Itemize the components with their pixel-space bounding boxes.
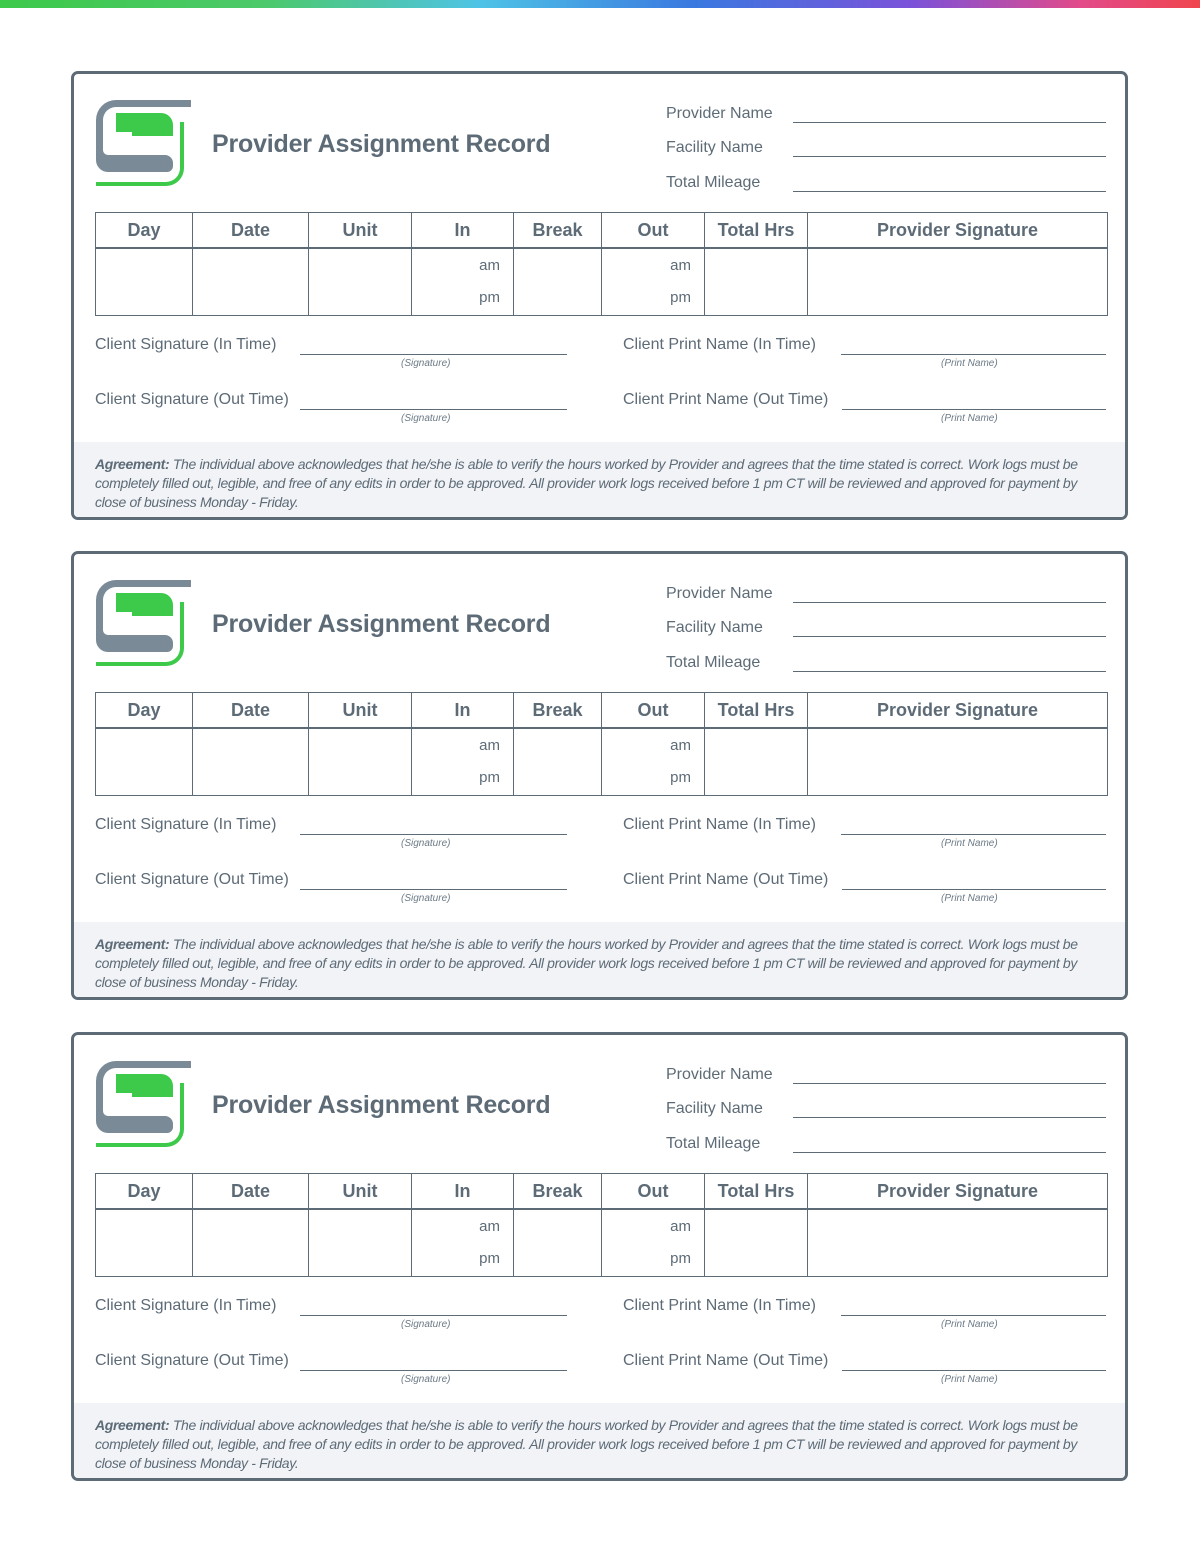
agreement-label: Agreement: xyxy=(95,936,170,952)
work-log-table xyxy=(95,212,1108,316)
print-name-caption: (Print Name) xyxy=(941,358,998,369)
out-cell[interactable] xyxy=(602,248,705,316)
in-cell[interactable] xyxy=(412,1209,514,1277)
column-header-day: Day xyxy=(96,213,193,249)
company-logo-icon xyxy=(94,1053,192,1151)
total-mileage-line[interactable] xyxy=(793,671,1106,672)
unit-cell[interactable] xyxy=(309,728,412,796)
out-pm-label: pm xyxy=(670,1250,691,1267)
agreement-label: Agreement: xyxy=(95,1417,170,1433)
day-cell[interactable] xyxy=(96,248,193,316)
client-signature-out-label: Client Signature (Out Time) xyxy=(95,391,289,408)
break-cell[interactable] xyxy=(514,1209,602,1277)
total-mileage-label: Total Mileage xyxy=(666,174,761,191)
signature-caption: (Signature) xyxy=(401,1319,451,1330)
facility-name-line[interactable] xyxy=(793,636,1106,637)
table-row xyxy=(96,728,1108,796)
total-mileage-field[interactable] xyxy=(666,1135,1106,1157)
unit-cell[interactable] xyxy=(309,248,412,316)
client-print-out-label: Client Print Name (Out Time) xyxy=(623,871,829,888)
agreement-box xyxy=(74,1403,1125,1478)
work-log-table xyxy=(95,1173,1108,1277)
facility-name-field[interactable] xyxy=(666,1100,1106,1122)
table-header-row xyxy=(96,213,1108,249)
facility-name-line[interactable] xyxy=(793,1117,1106,1118)
client-print-in-field[interactable] xyxy=(623,1297,1106,1329)
in-cell[interactable] xyxy=(412,728,514,796)
column-header-total-hrs: Total Hrs xyxy=(705,213,808,249)
provider-name-field[interactable] xyxy=(666,105,1106,127)
column-header-provider-signature: Provider Signature xyxy=(808,1174,1108,1210)
out-pm-label: pm xyxy=(670,289,691,306)
print-name-caption: (Print Name) xyxy=(941,838,998,849)
assignment-record-card xyxy=(71,1032,1128,1481)
total-mileage-line[interactable] xyxy=(793,1152,1106,1153)
break-cell[interactable] xyxy=(514,728,602,796)
break-cell[interactable] xyxy=(514,248,602,316)
date-cell[interactable] xyxy=(193,248,309,316)
client-signature-in-line[interactable] xyxy=(300,834,567,835)
column-header-date: Date xyxy=(193,213,309,249)
client-print-out-line[interactable] xyxy=(842,889,1106,890)
column-header-date: Date xyxy=(193,693,309,729)
agreement-text: The individual above acknowledges that he/she is able to verify the hours worked by Provider and agrees that the time stated is correct. Work logs must be completely filled out, legible, and free of any edits in order to be approved. All provider work logs received before 1 pm CT will be reviewed and approved for payment by close of business Monday - Friday. xyxy=(95,456,1078,510)
column-header-in: In xyxy=(412,1174,514,1210)
client-print-in-line[interactable] xyxy=(841,1315,1106,1316)
agreement-text: The individual above acknowledges that he/she is able to verify the hours worked by Provider and agrees that the time stated is correct. Work logs must be completely filled out, legible, and free of any edits in order to be approved. All provider work logs received before 1 pm CT will be reviewed and approved for payment by close of business Monday - Friday. xyxy=(95,936,1078,990)
client-print-out-field[interactable] xyxy=(623,1352,1106,1384)
date-cell[interactable] xyxy=(193,1209,309,1277)
assignment-record-card xyxy=(71,71,1128,520)
in-pm-label: pm xyxy=(479,769,500,786)
facility-name-label: Facility Name xyxy=(666,139,763,156)
client-signature-in-line[interactable] xyxy=(300,354,567,355)
client-signature-in-field[interactable] xyxy=(95,1297,567,1329)
provider-name-label: Provider Name xyxy=(666,585,773,602)
in-pm-label: pm xyxy=(479,1250,500,1267)
client-print-out-label: Client Print Name (Out Time) xyxy=(623,391,829,408)
in-pm-label: pm xyxy=(479,289,500,306)
client-signature-in-line[interactable] xyxy=(300,1315,567,1316)
agreement-box xyxy=(74,922,1125,997)
signature-caption: (Signature) xyxy=(401,893,451,904)
total-mileage-field[interactable] xyxy=(666,174,1106,196)
column-header-day: Day xyxy=(96,693,193,729)
client-print-in-field[interactable] xyxy=(623,816,1106,848)
assignment-record-card xyxy=(71,551,1128,1000)
out-am-label: am xyxy=(670,737,691,754)
print-name-caption: (Print Name) xyxy=(941,893,998,904)
client-signature-out-label: Client Signature (Out Time) xyxy=(95,1352,289,1369)
client-print-in-label: Client Print Name (In Time) xyxy=(623,336,816,353)
client-print-out-line[interactable] xyxy=(842,409,1106,410)
column-header-provider-signature: Provider Signature xyxy=(808,693,1108,729)
facility-name-label: Facility Name xyxy=(666,619,763,636)
work-log-table xyxy=(95,692,1108,796)
client-signature-in-field[interactable] xyxy=(95,816,567,848)
out-cell[interactable] xyxy=(602,728,705,796)
client-signature-out-line[interactable] xyxy=(300,409,567,410)
provider-signature-cell[interactable] xyxy=(808,1209,1108,1277)
provider-name-label: Provider Name xyxy=(666,105,773,122)
out-am-label: am xyxy=(670,257,691,274)
column-header-unit: Unit xyxy=(309,693,412,729)
form-title: Provider Assignment Record xyxy=(212,130,551,158)
provider-name-label: Provider Name xyxy=(666,1066,773,1083)
column-header-total-hrs: Total Hrs xyxy=(705,693,808,729)
client-print-in-line[interactable] xyxy=(841,834,1106,835)
column-header-date: Date xyxy=(193,1174,309,1210)
provider-signature-cell[interactable] xyxy=(808,728,1108,796)
client-signature-out-field[interactable] xyxy=(95,871,567,903)
client-print-out-line[interactable] xyxy=(842,1370,1106,1371)
total-hrs-cell[interactable] xyxy=(705,248,808,316)
client-signature-out-label: Client Signature (Out Time) xyxy=(95,871,289,888)
agreement-text: The individual above acknowledges that he/she is able to verify the hours worked by Provider and agrees that the time stated is correct. Work logs must be completely filled out, legible, and free of any edits in order to be approved. All provider work logs received before 1 pm CT will be reviewed and approved for payment by close of business Monday - Friday. xyxy=(95,1417,1078,1471)
print-name-caption: (Print Name) xyxy=(941,1374,998,1385)
agreement-box xyxy=(74,442,1125,517)
client-signature-out-line[interactable] xyxy=(300,1370,567,1371)
total-hrs-cell[interactable] xyxy=(705,728,808,796)
client-print-in-field[interactable] xyxy=(623,336,1106,368)
total-mileage-line[interactable] xyxy=(793,191,1106,192)
provider-name-line[interactable] xyxy=(793,602,1106,603)
column-header-unit: Unit xyxy=(309,213,412,249)
top-gradient-bar xyxy=(0,0,1200,8)
facility-name-label: Facility Name xyxy=(666,1100,763,1117)
table-header-row xyxy=(96,693,1108,729)
client-print-out-field[interactable] xyxy=(623,871,1106,903)
client-signature-in-label: Client Signature (In Time) xyxy=(95,336,277,353)
out-pm-label: pm xyxy=(670,769,691,786)
facility-name-field[interactable] xyxy=(666,139,1106,161)
total-hrs-cell[interactable] xyxy=(705,1209,808,1277)
print-name-caption: (Print Name) xyxy=(941,1319,998,1330)
column-header-day: Day xyxy=(96,1174,193,1210)
total-mileage-label: Total Mileage xyxy=(666,654,761,671)
column-header-break: Break xyxy=(514,213,602,249)
provider-signature-cell[interactable] xyxy=(808,248,1108,316)
signature-caption: (Signature) xyxy=(401,838,451,849)
column-header-out: Out xyxy=(602,213,705,249)
client-signature-in-field[interactable] xyxy=(95,336,567,368)
total-mileage-label: Total Mileage xyxy=(666,1135,761,1152)
client-signature-in-label: Client Signature (In Time) xyxy=(95,1297,277,1314)
agreement-label: Agreement: xyxy=(95,456,170,472)
table-row xyxy=(96,248,1108,316)
column-header-total-hrs: Total Hrs xyxy=(705,1174,808,1210)
column-header-out: Out xyxy=(602,693,705,729)
provider-name-field[interactable] xyxy=(666,1066,1106,1088)
client-print-out-label: Client Print Name (Out Time) xyxy=(623,1352,829,1369)
in-am-label: am xyxy=(479,737,500,754)
column-header-break: Break xyxy=(514,693,602,729)
client-signature-out-line[interactable] xyxy=(300,889,567,890)
provider-name-line[interactable] xyxy=(793,122,1106,123)
client-print-in-label: Client Print Name (In Time) xyxy=(623,816,816,833)
in-am-label: am xyxy=(479,1218,500,1235)
column-header-provider-signature: Provider Signature xyxy=(808,213,1108,249)
company-logo-icon xyxy=(94,572,192,670)
total-mileage-field[interactable] xyxy=(666,654,1106,676)
signature-caption: (Signature) xyxy=(401,358,451,369)
client-signature-out-field[interactable] xyxy=(95,1352,567,1384)
signature-caption: (Signature) xyxy=(401,413,451,424)
in-am-label: am xyxy=(479,257,500,274)
provider-name-field[interactable] xyxy=(666,585,1106,607)
unit-cell[interactable] xyxy=(309,1209,412,1277)
client-signature-in-label: Client Signature (In Time) xyxy=(95,816,277,833)
day-cell[interactable] xyxy=(96,1209,193,1277)
form-title: Provider Assignment Record xyxy=(212,610,551,638)
client-signature-out-field[interactable] xyxy=(95,391,567,423)
column-header-unit: Unit xyxy=(309,1174,412,1210)
client-print-in-line[interactable] xyxy=(841,354,1106,355)
column-header-break: Break xyxy=(514,1174,602,1210)
company-logo-icon xyxy=(94,92,192,190)
provider-name-line[interactable] xyxy=(793,1083,1106,1084)
out-am-label: am xyxy=(670,1218,691,1235)
column-header-out: Out xyxy=(602,1174,705,1210)
day-cell[interactable] xyxy=(96,728,193,796)
table-header-row xyxy=(96,1174,1108,1210)
client-print-out-field[interactable] xyxy=(623,391,1106,423)
facility-name-field[interactable] xyxy=(666,619,1106,641)
column-header-in: In xyxy=(412,213,514,249)
facility-name-line[interactable] xyxy=(793,156,1106,157)
form-title: Provider Assignment Record xyxy=(212,1091,551,1119)
column-header-in: In xyxy=(412,693,514,729)
in-cell[interactable] xyxy=(412,248,514,316)
table-row xyxy=(96,1209,1108,1277)
print-name-caption: (Print Name) xyxy=(941,413,998,424)
out-cell[interactable] xyxy=(602,1209,705,1277)
date-cell[interactable] xyxy=(193,728,309,796)
client-print-in-label: Client Print Name (In Time) xyxy=(623,1297,816,1314)
signature-caption: (Signature) xyxy=(401,1374,451,1385)
